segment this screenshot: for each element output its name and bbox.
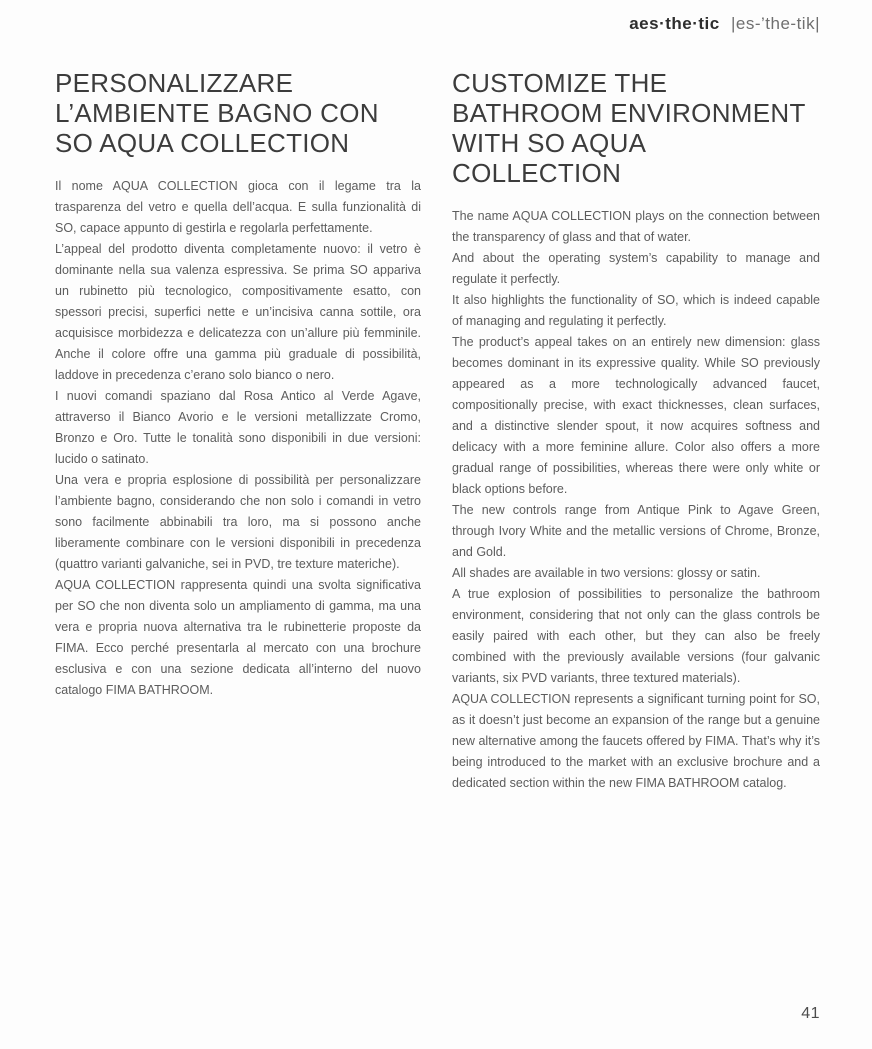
paragraph: The name AQUA COLLECTION plays on the connection between the transparency of glass and that of water. bbox=[452, 209, 820, 244]
paragraph: AQUA COLLECTION rappresenta quindi una svolta significativa per SO che non diventa solo un ampliamento di gamma, ma una vera e propria nuova alternativa tra le rubinetterie proposte da FIMA. Ecco perché presentarla al mercato con una brochure esclusiva e con una sezione dedicata all’interno del nuovo catalogo FIMA BATHROOM. bbox=[55, 578, 421, 697]
paragraph: Il nome AQUA COLLECTION gioca con il legame tra la trasparenza del vetro e quella dell’acqua. E sulla funzionalità di SO, capace appunto di gestirla e regolarla perfettamente. bbox=[55, 179, 421, 235]
page-number: 41 bbox=[801, 1005, 820, 1022]
paragraph: A true explosion of possibilities to personalize the bathroom environment, considering that not only can the glass controls be easily paired with each other, but they can also be freely combined with the previously available versions (four galvanic variants, six PVD variants, three textured materials). bbox=[452, 587, 820, 685]
paragraph: Una vera e propria esplosione di possibilità per personalizzare l’ambiente bagno, considerando che non solo i comandi in vetro sono facilmente abbinabili tra loro, ma si possono anche liberamente combinare con le versioni disponibili in precedenza (quattro varianti galvaniche, sei in PVD, tre texture materiche). bbox=[55, 473, 421, 571]
right-column-body bbox=[452, 206, 820, 794]
paragraph: I nuovi comandi spaziano dal Rosa Antico al Verde Agave, attraverso il Bianco Avorio e le versioni metallizzate Cromo, Bronzo e Oro. Tutte le tonalità sono disponibili in due versioni: lucido o satinato. bbox=[55, 389, 421, 466]
paragraph: L’appeal del prodotto diventa completamente nuovo: il vetro è dominante nella sua valenza espressiva. Se prima SO appariva un rubinetto più tecnologico, compositivamente esatto, con spessori precisi, superfici nette e un’incisiva canna sottile, ora acquisisce morbidezza e delicatezza con un’allure più femminile. Anche il colore offre una gamma più graduale di possibilità, laddove in precedenza c’erano solo bianco o nero. bbox=[55, 242, 421, 382]
header-brand bbox=[629, 14, 820, 34]
left-column-italian bbox=[55, 68, 421, 701]
left-column-title: PERSONALIZZARE L’AMBIENTE BAGNO CON SO AQUA COLLECTION bbox=[55, 68, 379, 158]
paragraph: It also highlights the functionality of SO, which is indeed capable of managing and regulating it perfectly. bbox=[452, 293, 820, 328]
paragraph: All shades are available in two versions: glossy or satin. bbox=[452, 566, 761, 580]
paragraph: The new controls range from Antique Pink to Agave Green, through Ivory White and the metallic versions of Chrome, Bronze, and Gold. bbox=[452, 503, 820, 559]
paragraph: AQUA COLLECTION represents a significant turning point for SO, as it doesn’t just become an expansion of the range but a genuine new alternative among the faucets offered by FIMA. That’s why it’s being introduced to the market with an exclusive brochure and a dedicated section within the new FIMA BATHROOM catalog. bbox=[452, 692, 820, 790]
brand-name: aes·the·tic bbox=[629, 14, 720, 33]
paragraph: The product’s appeal takes on an entirely new dimension: glass becomes dominant in its expressive quality. While SO previously appeared as a more technologically advanced faucet, compositionally precise, with exact thicknesses, clean surfaces, and a distinctive slender spout, it now acquires softness and delicacy with a more feminine allure. Color also offers a more gradual range of possibilities, whereas there were only white or black options before. bbox=[452, 335, 820, 496]
right-column-english bbox=[452, 68, 820, 794]
paragraph: And about the operating system’s capability to manage and regulate it perfectly. bbox=[452, 251, 820, 286]
left-column-body bbox=[55, 176, 421, 701]
right-column-title: CUSTOMIZE THE BATHROOM ENVIRONMENT WITH SO AQUA COLLECTION bbox=[452, 68, 806, 188]
brand-phonetic: |es-’the-tik| bbox=[730, 14, 820, 33]
